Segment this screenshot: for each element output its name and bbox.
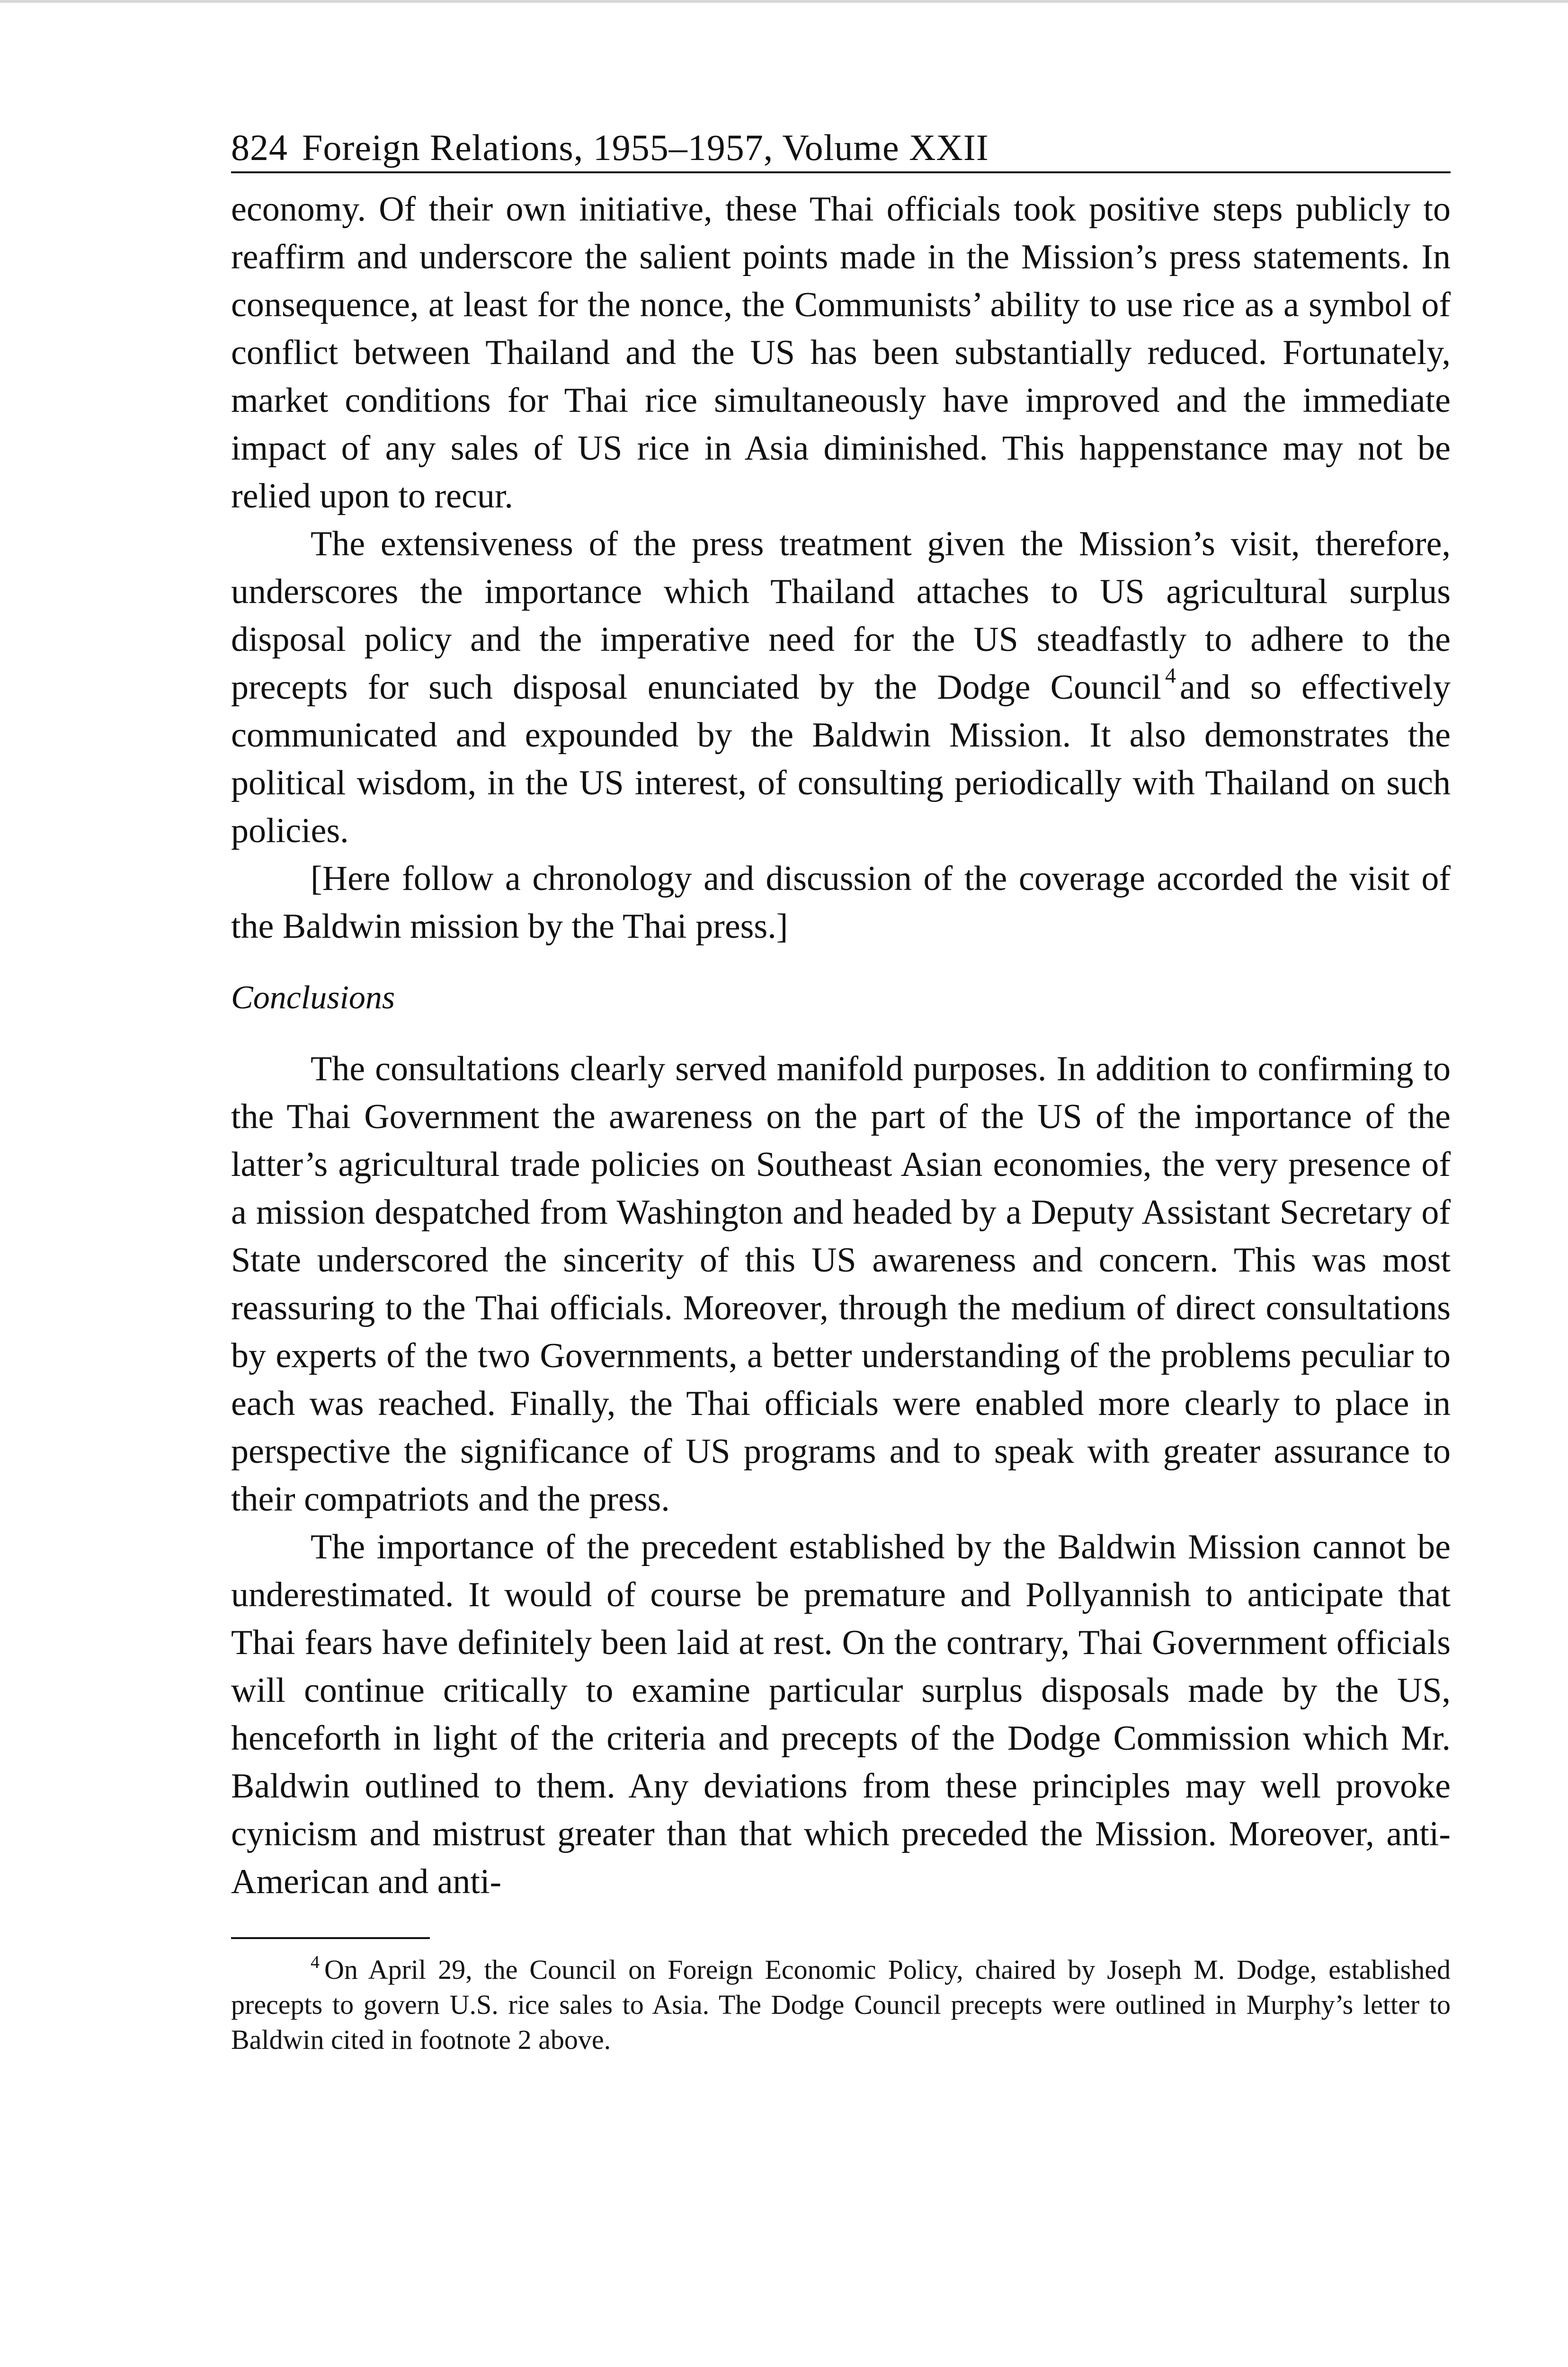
paragraph-press-treatment — [231, 520, 1451, 855]
footnote-number: 4 — [311, 1952, 320, 1973]
page-top-edge — [0, 0, 1568, 3]
footnote-text: On April 29, the Council on Foreign Economic Policy, chaired by Joseph M. Dodge, established precepts to govern U.S. rice sales to Asia. The Dodge Council precepts were outlined in Murphy’s letter to Baldwin cited in footnote 2 above. — [231, 1954, 1451, 2055]
footnotes — [231, 1937, 1451, 2057]
running-head — [231, 124, 1451, 173]
paragraph-conclusions-2: The importance of the precedent established by the Baldwin Mission cannot be underestimated. It would of course be premature and Pollyannish to anticipate that Thai fears have definitely been laid at rest. On the contrary, Thai Government officials will continue critically to examine particular surplus disposals made by the US, henceforth in light of the criteria and precepts of the Dodge Commission which Mr. Baldwin outlined to them. Any deviations from these principles may well provoke cynicism and mistrust greater than that which preceded the Mission. Moreover, anti-American and anti- — [231, 1528, 1451, 1901]
footnote-reference[interactable]: 4 — [1165, 663, 1176, 687]
footnote-rule — [231, 1937, 430, 1939]
body-text — [231, 186, 1451, 1906]
document-page — [231, 124, 1451, 2057]
paragraph-conclusions-1: The consultations clearly served manifold purposes. In addition to confirming to the Thai Government the awareness on the part of the US of the importance of the latter’s agricultural trade policies on Southeast Asian economies, the very presence of a mission despatched from Washington and headed by a Deputy Assistant Secretary of State underscored the sincerity of this US awareness and concern. This was most reassuring to the Thai officials. Moreover, through the medium of direct consultations by experts of the two Governments, a better understanding of the problems peculiar to each was reached. Finally, the Thai officials were enabled more clearly to place in perspective the significance of US programs and to speak with greater assurance to their compatriots and the press. — [231, 1050, 1451, 1519]
footnote — [231, 1952, 1451, 2057]
paragraph-text: The extensiveness of the press treatment given the Mission’s visit, therefore, underscores the importance which Thailand attaches to US agricultural surplus disposal policy and the imperative need for the US steadfastly to adhere to the precepts for such disposal enunciated by the Dodge Council — [231, 525, 1451, 707]
paragraph-text: and so effectively communicated and expounded by the Baldwin Mission. It also demonstrates the political wisdom, in the US interest, of consulting periodically with Thailand on such policies. — [231, 668, 1451, 850]
paragraph-continued: economy. Of their own initiative, these Thai officials took positive steps publicly to reaffirm and underscore the salient points made in the Mission’s press statements. In consequence, at least for the nonce, the Communists’ ability to use rice as a symbol of conflict between Thailand and the US has been substantially reduced. Fortunately, market conditions for Thai rice simultaneously have improved and the immediate impact of any sales of US rice in Asia diminished. This happenstance may not be relied upon to recur. — [231, 190, 1451, 516]
section-heading: Conclusions — [231, 979, 395, 1016]
editorial-note: [Here follow a chronology and discussion of the coverage accorded the visit of the Baldwin mission by the Thai press.] — [231, 859, 1451, 946]
running-head-title: Foreign Relations, 1955–1957, Volume XXII — [302, 127, 989, 168]
page-number: 824 — [231, 127, 288, 168]
